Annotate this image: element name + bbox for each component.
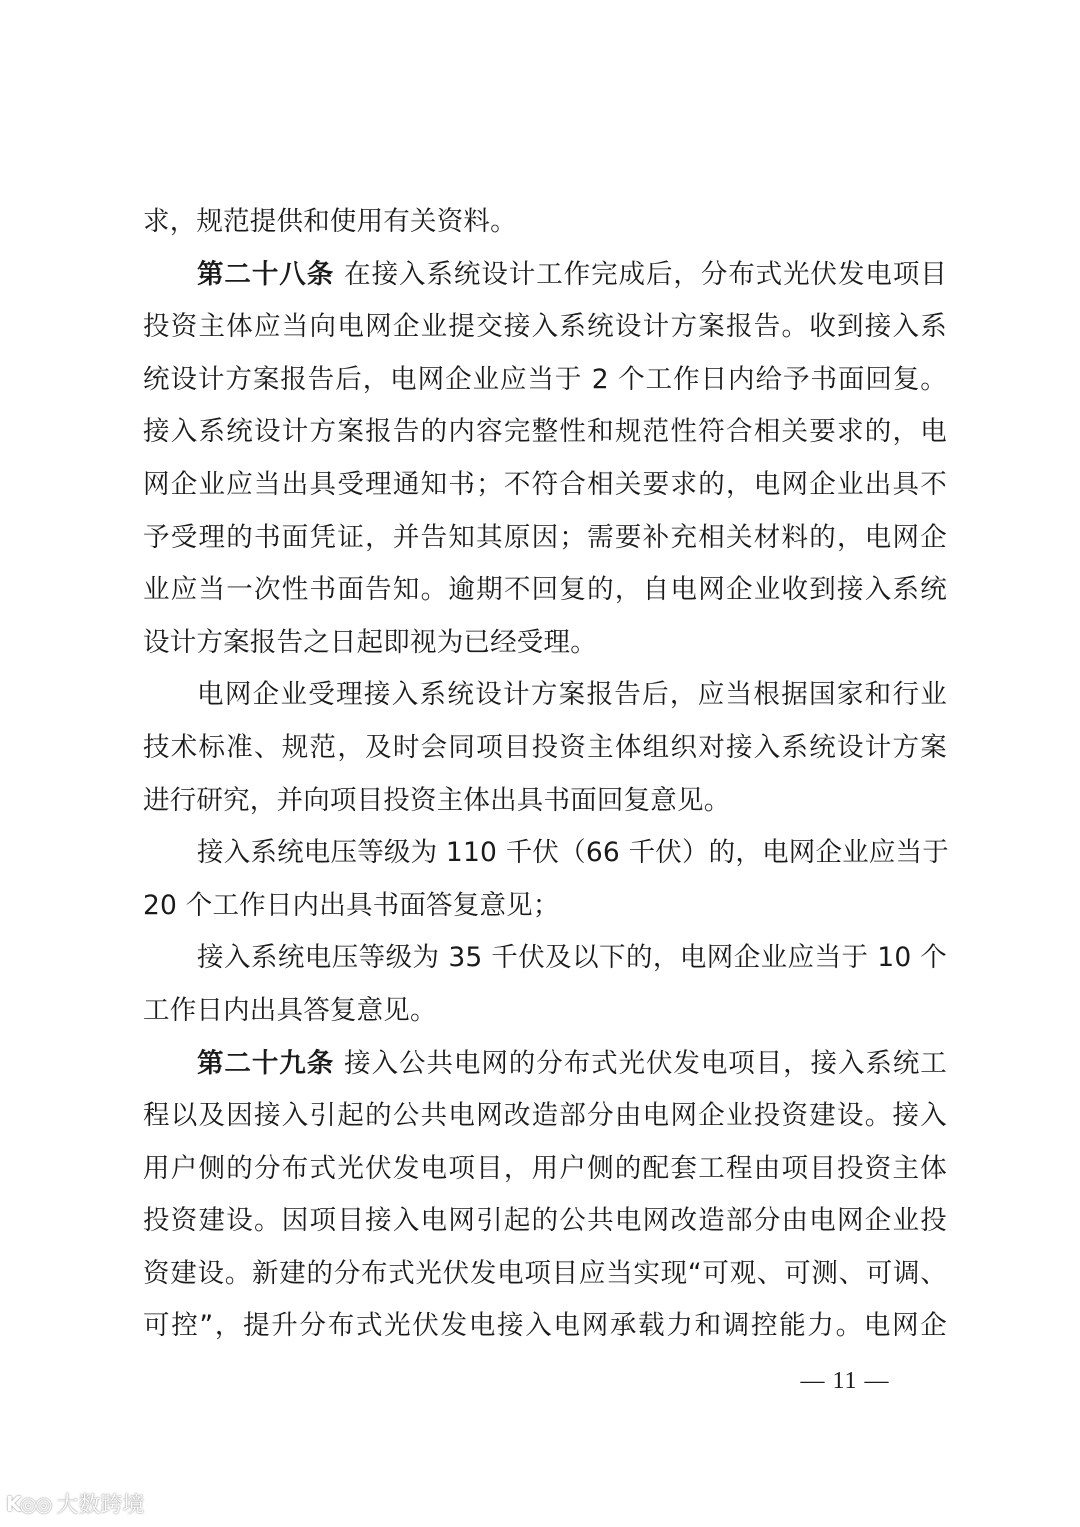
- text-line: 业应当一次性书面告知。逾期不回复的，自电网企业收到接入系统: [143, 574, 947, 606]
- watermark-text: 大数跨境: [56, 1493, 145, 1518]
- text-line: 接入系统设计方案报告的内容完整性和规范性符合相关要求的，电: [143, 416, 947, 448]
- page-number: — 11 —: [800, 1368, 890, 1394]
- article-29-title: 第二十九条: [197, 1047, 335, 1079]
- document-body: [143, 196, 947, 1353]
- article-28-heading-line: 第二十八条 在接入系统设计工作完成后，分布式光伏发电项目: [197, 258, 947, 290]
- text-line: 网企业应当出具受理通知书；不符合相关要求的，电网企业出具不: [143, 468, 947, 500]
- article-28-title: 第二十八条: [197, 258, 335, 290]
- text-line: 投资建设。因项目接入电网引起的公共电网改造部分由电网企业投: [143, 1205, 947, 1237]
- watermark-logo-icon: K◎◎: [6, 1491, 51, 1516]
- text-line: 技术标准、规范，及时会同项目投资主体组织对接入系统设计方案: [143, 731, 947, 763]
- paragraph-start-line: 电网企业受理接入系统设计方案报告后，应当根据国家和行业: [197, 679, 947, 711]
- text-line: 可控”，提升分布式光伏发电接入电网承载力和调控能力。电网企: [143, 1310, 947, 1342]
- text-line: 求，规范提供和使用有关资料。: [143, 206, 517, 237]
- paragraph-start-line: 接入系统电压等级为 110 千伏（66 千伏）的，电网企业应当于: [197, 837, 949, 869]
- text-line: 资建设。新建的分布式光伏发电项目应当实现“可观、可测、可调、: [143, 1257, 947, 1289]
- article-29-heading-line: 第二十九条 接入公共电网的分布式光伏发电项目，接入系统工: [197, 1047, 947, 1079]
- text-line: 设计方案报告之日起即视为已经受理。: [143, 626, 597, 658]
- text-line: 程以及因接入引起的公共电网改造部分由电网企业投资建设。接入: [143, 1100, 947, 1132]
- text-line: 用户侧的分布式光伏发电项目，用户侧的配套工程由项目投资主体: [143, 1152, 947, 1184]
- watermark: [6, 1488, 144, 1519]
- text-line: 进行研究，并向项目投资主体出具书面回复意见。: [143, 784, 731, 816]
- text-line: 工作日内出具答复意见。: [143, 994, 437, 1026]
- text-line: 统设计方案报告后，电网企业应当于 2 个工作日内给予书面回复。: [143, 363, 947, 395]
- text-line: 投资主体应当向电网企业提交接入系统设计方案报告。收到接入系: [143, 311, 947, 343]
- text-line: 20 个工作日内出具书面答复意见；: [143, 889, 560, 921]
- paragraph-start-line: 接入系统电压等级为 35 千伏及以下的，电网企业应当于 10 个: [197, 942, 947, 974]
- text-line: 予受理的书面凭证，并告知其原因；需要补充相关材料的，电网企: [143, 521, 947, 553]
